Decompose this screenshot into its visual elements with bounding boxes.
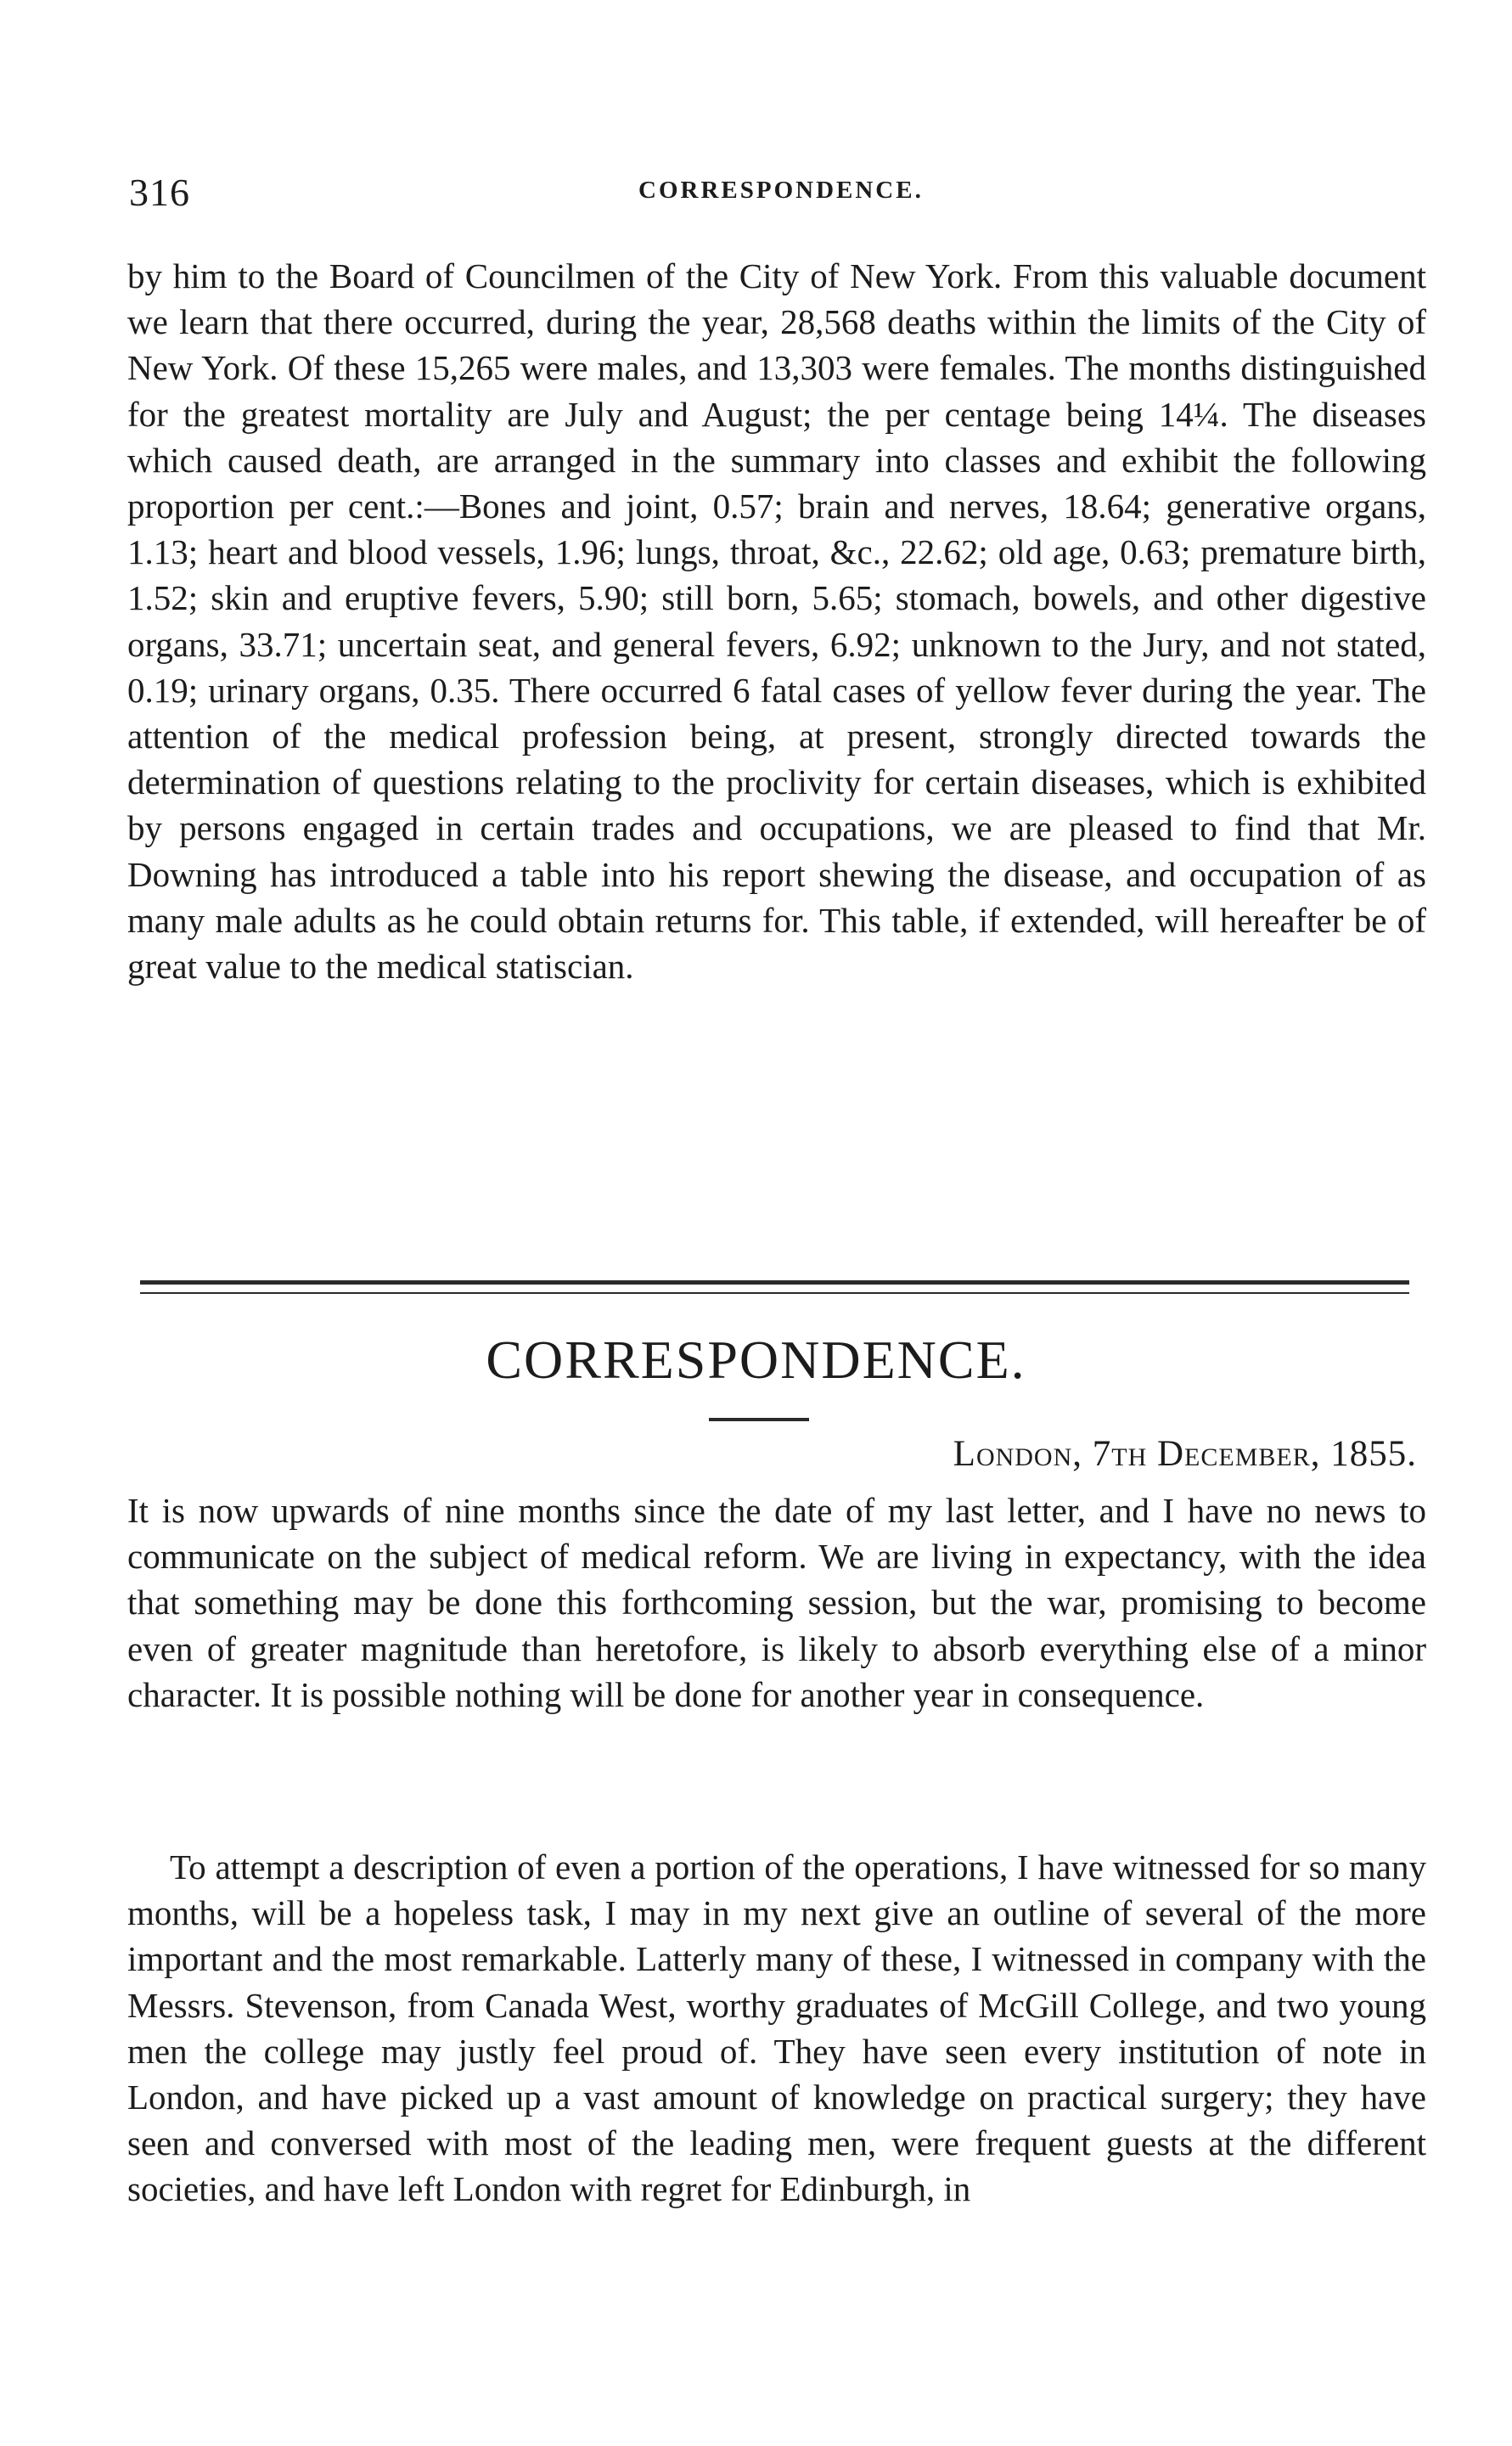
page-number: 316 [129, 171, 190, 214]
page-header [119, 170, 1426, 221]
letter-paragraph: It is now upwards of nine months since the date of my last letter, and I have no news to communicate on the subject of medical reform. We are living in expectancy, with the idea that something may be done this forthcoming session, but the war, promising to become even of greater magnitude than heretofore, is likely to absorb everything else of a minor character. It is possible nothing will be done for another year in consequence. [127, 1491, 1426, 1714]
letter-dateline: London, 7th December, 1855. [953, 1434, 1417, 1474]
intro-paragraph: by him to the Board of Councilmen of the City of New York. From this valuable document we learn that there occurred, during the year, 28,568 deaths within the limits of the City of New York. Of these 15,265 were males, and 13,303 were females. The months distinguished for the greatest mortality are July and August; the per centage being 14¼. The diseases which caused death, are arranged in the summary into classes and exhibit the following proportion per cent.:—Bones and joint, 0.57; brain and nerves, 18.64; generative organs, 1.13; heart and blood vessels, 1.96; lungs, throat, &c., 22.62; old age, 0.63; premature birth, 1.52; skin and eruptive fevers, 5.90; still born, 5.65; stomach, bowels, and other digestive organs, 33.71; uncertain seat, and general fevers, 6.92; unknown to the Jury, and not stated, 0.19; urinary organs, 0.35. There occurred 6 fatal cases of yellow fever during the year. The attention of the medical profession being, at present, strongly directed towards the determination of questions relating to the proclivity for certain diseases, which is exhibited by persons engaged in certain trades and occupations, we are pleased to find that Mr. Downing has introduced a table into his report shewing the disease, and occupation of as many male adults as he could obtain returns for. This table, if extended, will hereafter be of great value to the medical statiscian. [127, 256, 1426, 987]
section-title: CORRESPONDENCE. [486, 1330, 1026, 1390]
running-head: CORRESPONDENCE. [638, 177, 924, 204]
section-divider-thick [140, 1280, 1409, 1285]
title-underline [709, 1418, 809, 1421]
section-divider-thin [140, 1292, 1409, 1294]
letter-paragraph: To attempt a description of even a portion of the operations, I have witnessed for so many months, will be a hopeless task, I may in my next give an outline of several of the more important and the most remarkable. Latterly many of these, I witnessed in company with the Messrs. Stevenson, from Canada West, worthy graduates of McGill College, and two young men the college may justly feel proud of. They have seen every institution of note in London, and have picked up a vast amount of knowledge on practical surgery; they have seen and conversed with most of the leading men, were frequent guests at the different societies, and have left London with regret for Edinburgh, in [127, 1847, 1426, 2209]
